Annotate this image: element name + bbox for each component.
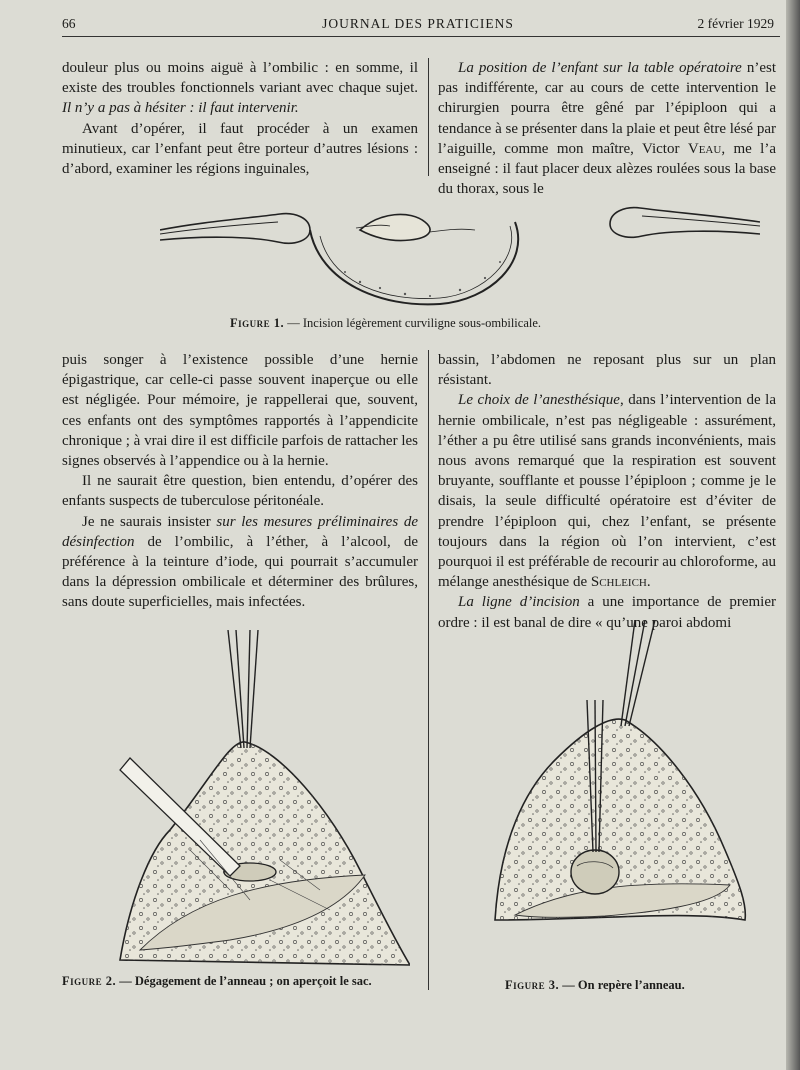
header-rule (62, 36, 780, 37)
caption-text: — Dégagement de l’anneau ; on aperçoit le sac. (116, 974, 372, 988)
paragraph (62, 512, 418, 613)
figure-label: Figure 3. (505, 978, 560, 992)
text-run: n’est pas indifférente, car au cours de cette intervention le chirurgien pourra être gêné par l’épiploon qui a tendance à se présenter dans la plaie et peut être lésé par l’aiguille, comme mon maître, Victor (438, 60, 776, 157)
italic-text: La ligne d’incision (458, 594, 580, 611)
figure-label: Figure 1. (230, 316, 285, 330)
text-run: a une importance de premier ordre : il est banal de dire « qu’une paroi abdomi (438, 594, 776, 631)
middle-left-column (62, 350, 418, 613)
figure-label: Figure 2. (62, 974, 117, 988)
top-right-column (438, 58, 776, 199)
text-run: de l’ombilic, à l’éther, à l’alcool, de préférence à la teinture d’iode, qui pourrait s’accumuler dans la dépression ombilicale et déterminer des brûlures, sans doute superficielles, mais infectées. (62, 533, 418, 611)
middle-right-column (438, 350, 776, 633)
text-run: . (646, 574, 651, 591)
italic-text: Il n’y a pas à hésiter : il faut intervenir. (62, 100, 299, 117)
journal-title: JOURNAL DES PRATICIENS (322, 16, 514, 31)
paragraph: Avant d’opérer, il faut procéder à un examen minutieux, car l’enfant peut être porteur d’autres lésions : d’abord, examiner les régions inguinales, (62, 120, 418, 178)
paragraph: puis songer à l’existence possible d’une hernie épigastrique, car celle-ci passe souvent inaperçue ou elle est négligée. Pour mémoire, je rappellerai que, souvent, ces enfants ont des symptômes rapportés à l’appendicite chronique ; à vrai dire il est difficile parfois de rattacher les signes observés à l’appendice ou à la hernie. (62, 352, 418, 470)
caption-text: — Incision légèrement curviligne sous-ombilicale. (284, 316, 542, 330)
paragraph (438, 390, 776, 592)
paragraph: bassin, l’abdomen ne reposant plus sur un plan résistant. (438, 352, 776, 389)
column-divider-middle (428, 350, 429, 990)
small-caps-name: Veau (687, 140, 722, 157)
paragraph (438, 58, 776, 199)
figure-1-caption (230, 316, 541, 331)
issue-date: 2 février 1929 (697, 16, 774, 31)
figure-2-caption (62, 974, 372, 989)
figure-1-illustration (160, 192, 760, 312)
text-run: , dans l’intervention de la hernie ombilicale, n’est pas négligeable : assurément, l’éther a pu être utilisé sans grands inconvénients, mais nous avons remarqué que la respiration est souvent bruyante, soufflante et pousse l’épiploon ; comme je le disais, la seule difficulté opératoire est d’éviter de prendre l’épiploon qui, chez l’enfant, se présente toujours dans la région où l’on intervient, c’est pourquoi il est préférable de recourir au chloroforme, au mélange anesthésique de (438, 392, 776, 591)
italic-text: sur les mesures préliminaires de désinfection (62, 513, 419, 550)
italic-text: Le choix de l’anesthésique (458, 392, 620, 409)
text-run: Je ne saurais insister (82, 513, 217, 530)
small-caps-name: Schleich (590, 574, 647, 591)
figure-3-illustration (485, 620, 760, 970)
text-run: , me l’a enseigné : il faut placer deux alèzes roulées sous la base du thorax, sous le (438, 140, 776, 198)
text-run: douleur plus ou moins aiguë à l’ombilic : en somme, il existe des troubles fonctionnels variant avec chaque sujet. (62, 60, 418, 97)
figure-3-caption (505, 978, 685, 993)
running-header (62, 14, 774, 38)
italic-text: La position de l’enfant sur la table opératoire (458, 60, 742, 76)
paragraph: Il ne saurait être question, bien entendu, d’opérer des enfants suspects de tuberculose péritonéale. (62, 473, 418, 510)
caption-text: — On repère l’anneau. (559, 978, 685, 992)
top-left-column (62, 58, 418, 179)
column-divider-top (428, 58, 429, 176)
figure-2-illustration (110, 630, 410, 970)
page-number: 66 (62, 16, 76, 31)
paragraph (62, 58, 418, 119)
page-binding-edge (786, 0, 800, 1070)
